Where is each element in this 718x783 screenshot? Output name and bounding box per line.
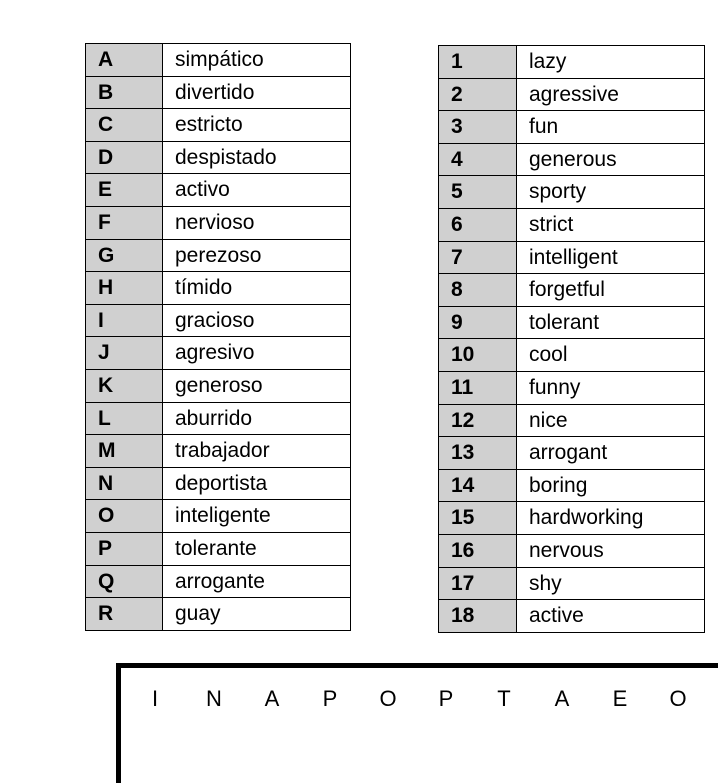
english-key: 14: [439, 469, 517, 502]
spanish-row: [86, 532, 351, 565]
spanish-word: activo: [163, 174, 351, 207]
english-row: [439, 339, 705, 372]
english-key: 10: [439, 339, 517, 372]
english-row: [439, 176, 705, 209]
english-row: [439, 143, 705, 176]
english-word: sporty: [517, 176, 705, 209]
spanish-key: D: [86, 141, 163, 174]
spanish-word: estricto: [163, 109, 351, 142]
spanish-row: [86, 174, 351, 207]
english-key: 6: [439, 208, 517, 241]
spanish-word: deportista: [163, 467, 351, 500]
spanish-word: inteligente: [163, 500, 351, 533]
english-row: [439, 600, 705, 633]
spanish-vocab-table: [85, 43, 351, 631]
english-key: 8: [439, 274, 517, 307]
spanish-word: gracioso: [163, 304, 351, 337]
spanish-row: [86, 402, 351, 435]
spanish-row: [86, 206, 351, 239]
spanish-key: E: [86, 174, 163, 207]
english-key: 9: [439, 306, 517, 339]
english-row: [439, 241, 705, 274]
english-row: [439, 437, 705, 470]
spanish-row: [86, 369, 351, 402]
english-word: active: [517, 600, 705, 633]
spanish-key: L: [86, 402, 163, 435]
wordsearch-letter: O: [669, 686, 687, 711]
spanish-row: [86, 565, 351, 598]
spanish-row: [86, 109, 351, 142]
spanish-row: [86, 239, 351, 272]
english-row: [439, 567, 705, 600]
english-word: hardworking: [517, 502, 705, 535]
english-row: [439, 502, 705, 535]
english-key: 12: [439, 404, 517, 437]
english-key: 5: [439, 176, 517, 209]
english-key: 3: [439, 111, 517, 144]
spanish-row: [86, 337, 351, 370]
english-word: strict: [517, 208, 705, 241]
english-row: [439, 46, 705, 79]
spanish-key: J: [86, 337, 163, 370]
spanish-row: [86, 141, 351, 174]
spanish-key: G: [86, 239, 163, 272]
english-word: tolerant: [517, 306, 705, 339]
english-key: 2: [439, 78, 517, 111]
wordsearch-letter: A: [554, 686, 570, 711]
english-key: 15: [439, 502, 517, 535]
english-row: [439, 469, 705, 502]
spanish-word: divertido: [163, 76, 351, 109]
english-key: 18: [439, 600, 517, 633]
spanish-key: Q: [86, 565, 163, 598]
spanish-key: M: [86, 435, 163, 468]
english-word: intelligent: [517, 241, 705, 274]
english-key: 13: [439, 437, 517, 470]
wordsearch-letter: P: [438, 686, 454, 711]
spanish-word: tímido: [163, 272, 351, 305]
english-row: [439, 111, 705, 144]
spanish-row: [86, 435, 351, 468]
english-word: shy: [517, 567, 705, 600]
english-key: 11: [439, 371, 517, 404]
english-key: 4: [439, 143, 517, 176]
spanish-row: [86, 76, 351, 109]
english-word: boring: [517, 469, 705, 502]
english-word: arrogant: [517, 437, 705, 470]
spanish-word: generoso: [163, 369, 351, 402]
spanish-key: A: [86, 44, 163, 77]
english-key: 1: [439, 46, 517, 79]
spanish-word: guay: [163, 598, 351, 631]
wordsearch-letter: N: [206, 686, 222, 711]
spanish-key: P: [86, 532, 163, 565]
english-row: [439, 208, 705, 241]
english-vocab-table: [438, 45, 705, 633]
wordsearch-letter: T: [497, 686, 511, 711]
spanish-word: trabajador: [163, 435, 351, 468]
english-key: 16: [439, 534, 517, 567]
spanish-word: simpático: [163, 44, 351, 77]
wordsearch-letter: P: [322, 686, 338, 711]
english-word: cool: [517, 339, 705, 372]
spanish-key: K: [86, 369, 163, 402]
english-row: [439, 274, 705, 307]
wordsearch-letter: A: [264, 686, 280, 711]
english-key: 7: [439, 241, 517, 274]
spanish-word: perezoso: [163, 239, 351, 272]
english-row: [439, 404, 705, 437]
english-key: 17: [439, 567, 517, 600]
wordsearch-frame: [116, 663, 718, 783]
wordsearch-letter: O: [379, 686, 397, 711]
spanish-word: arrogante: [163, 565, 351, 598]
spanish-key: N: [86, 467, 163, 500]
spanish-word: tolerante: [163, 532, 351, 565]
spanish-row: [86, 598, 351, 631]
spanish-word: aburrido: [163, 402, 351, 435]
spanish-key: H: [86, 272, 163, 305]
spanish-key: B: [86, 76, 163, 109]
spanish-row: [86, 500, 351, 533]
spanish-key: F: [86, 206, 163, 239]
wordsearch-letter: I: [151, 686, 159, 711]
spanish-key: R: [86, 598, 163, 631]
english-word: funny: [517, 371, 705, 404]
english-row: [439, 371, 705, 404]
spanish-word: agresivo: [163, 337, 351, 370]
english-row: [439, 306, 705, 339]
wordsearch-letter: E: [612, 686, 628, 711]
spanish-word: nervioso: [163, 206, 351, 239]
spanish-key: C: [86, 109, 163, 142]
spanish-row: [86, 304, 351, 337]
spanish-row: [86, 467, 351, 500]
english-word: nervous: [517, 534, 705, 567]
english-row: [439, 78, 705, 111]
english-word: generous: [517, 143, 705, 176]
english-word: lazy: [517, 46, 705, 79]
spanish-row: [86, 44, 351, 77]
english-word: agressive: [517, 78, 705, 111]
english-row: [439, 534, 705, 567]
english-word: nice: [517, 404, 705, 437]
spanish-key: I: [86, 304, 163, 337]
english-word: fun: [517, 111, 705, 144]
spanish-word: despistado: [163, 141, 351, 174]
spanish-key: O: [86, 500, 163, 533]
english-word: forgetful: [517, 274, 705, 307]
spanish-row: [86, 272, 351, 305]
